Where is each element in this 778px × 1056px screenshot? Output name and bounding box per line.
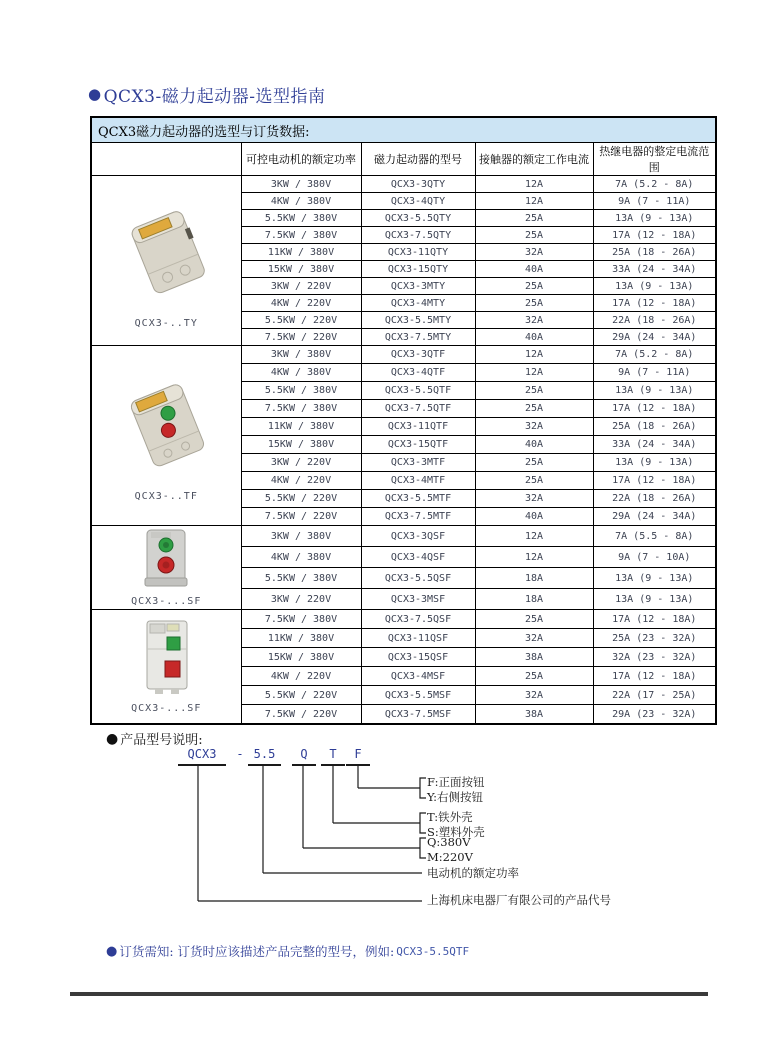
- model-cell: QCX3-11QTY: [361, 244, 475, 261]
- model-cell: QCX3-4MTF: [361, 472, 475, 490]
- power-cell: 15KW / 380V: [241, 648, 361, 667]
- current-cell: 25A: [475, 278, 593, 295]
- current-cell: 25A: [475, 400, 593, 418]
- current-cell: 25A: [475, 667, 593, 686]
- range-cell: 29A (24 - 34A): [593, 329, 716, 346]
- model-number-diagram: [90, 745, 710, 925]
- current-cell: 18A: [475, 589, 593, 610]
- range-cell: 17A (12 - 18A): [593, 227, 716, 244]
- power-cell: 3KW / 220V: [241, 454, 361, 472]
- range-cell: 33A (24 - 34A): [593, 436, 716, 454]
- power-cell: 5.5KW / 220V: [241, 312, 361, 329]
- col-header-power: 可控电动机的额定功率: [241, 143, 361, 176]
- power-cell: 7.5KW / 220V: [241, 508, 361, 526]
- power-cell: 5.5KW / 220V: [241, 490, 361, 508]
- table-row: [91, 610, 716, 629]
- current-cell: 32A: [475, 686, 593, 705]
- current-cell: 38A: [475, 648, 593, 667]
- selection-table-body: [91, 176, 716, 725]
- range-cell: 13A (9 - 13A): [593, 454, 716, 472]
- col-header-model: 磁力起动器的型号: [361, 143, 475, 176]
- current-cell: 12A: [475, 193, 593, 210]
- range-cell: 9A (7 - 11A): [593, 364, 716, 382]
- table-header-row: [91, 143, 716, 176]
- product-cell: [91, 610, 241, 725]
- product-caption: QCX3-...SF: [131, 596, 202, 607]
- range-cell: 9A (7 - 11A): [593, 193, 716, 210]
- current-cell: 40A: [475, 329, 593, 346]
- range-cell: 17A (12 - 18A): [593, 400, 716, 418]
- current-cell: 32A: [475, 629, 593, 648]
- model-cell: QCX3-15QTY: [361, 261, 475, 278]
- model-cell: QCX3-3QTY: [361, 176, 475, 193]
- model-cell: QCX3-7.5QTF: [361, 400, 475, 418]
- model-cell: QCX3-3MTF: [361, 454, 475, 472]
- current-cell: 12A: [475, 364, 593, 382]
- power-cell: 3KW / 380V: [241, 176, 361, 193]
- model-cell: QCX3-4MSF: [361, 667, 475, 686]
- model-cell: QCX3-5.5QTF: [361, 382, 475, 400]
- legend-front-button: F:正面按钮: [427, 775, 485, 789]
- power-cell: 3KW / 380V: [241, 346, 361, 364]
- power-cell: 4KW / 220V: [241, 667, 361, 686]
- range-cell: 29A (23 - 32A): [593, 705, 716, 725]
- range-cell: 25A (18 - 26A): [593, 244, 716, 261]
- product-cell: [91, 526, 241, 610]
- power-cell: 4KW / 220V: [241, 472, 361, 490]
- col-header-current: 接触器的额定工作电流: [475, 143, 593, 176]
- power-cell: 7.5KW / 220V: [241, 329, 361, 346]
- power-cell: 7.5KW / 220V: [241, 705, 361, 725]
- current-cell: 25A: [475, 382, 593, 400]
- product-caption: QCX3-..TY: [134, 318, 198, 329]
- power-cell: 7.5KW / 380V: [241, 610, 361, 629]
- power-cell: 4KW / 380V: [241, 193, 361, 210]
- model-cell: QCX3-11QSF: [361, 629, 475, 648]
- model-segment-shell: T: [321, 747, 345, 766]
- power-cell: 4KW / 380V: [241, 364, 361, 382]
- model-cell: QCX3-4QTY: [361, 193, 475, 210]
- range-cell: 7A (5.2 - 8A): [593, 176, 716, 193]
- range-cell: 13A (9 - 13A): [593, 278, 716, 295]
- range-cell: 17A (12 - 18A): [593, 610, 716, 629]
- model-cell: QCX3-5.5QTY: [361, 210, 475, 227]
- page-title: [88, 82, 325, 107]
- range-cell: 13A (9 - 13A): [593, 382, 716, 400]
- model-cell: QCX3-3MSF: [361, 589, 475, 610]
- current-cell: 32A: [475, 244, 593, 261]
- range-cell: 22A (17 - 25A): [593, 686, 716, 705]
- power-cell: 7.5KW / 380V: [241, 400, 361, 418]
- range-cell: 17A (12 - 18A): [593, 667, 716, 686]
- legend-iron-shell: T:铁外壳: [427, 810, 473, 824]
- footer-divider-bar: [70, 992, 708, 996]
- range-cell: 13A (9 - 13A): [593, 210, 716, 227]
- legend-380v: Q:380V: [427, 835, 471, 849]
- product-caption: QCX3-...SF: [131, 703, 202, 714]
- range-cell: 25A (18 - 26A): [593, 418, 716, 436]
- current-cell: 25A: [475, 295, 593, 312]
- image-column-header: [91, 143, 241, 176]
- current-cell: 12A: [475, 176, 593, 193]
- range-cell: 13A (9 - 13A): [593, 568, 716, 589]
- range-cell: 29A (24 - 34A): [593, 508, 716, 526]
- range-cell: 13A (9 - 13A): [593, 589, 716, 610]
- product-image-plastic-box-square: [121, 619, 211, 697]
- model-cell: QCX3-3MTY: [361, 278, 475, 295]
- range-cell: 7A (5.2 - 8A): [593, 346, 716, 364]
- current-cell: 25A: [475, 454, 593, 472]
- range-cell: 17A (12 - 18A): [593, 295, 716, 312]
- diagram-connector-lines: [90, 745, 710, 925]
- heading-bullet-icon: ●: [106, 730, 119, 747]
- model-cell: QCX3-4QTF: [361, 364, 475, 382]
- power-cell: 5.5KW / 380V: [241, 568, 361, 589]
- current-cell: 25A: [475, 610, 593, 629]
- model-segment-button: F: [346, 747, 370, 766]
- range-cell: 25A (23 - 32A): [593, 629, 716, 648]
- table-caption-row: [91, 117, 716, 143]
- table-row: [91, 176, 716, 193]
- current-cell: 32A: [475, 490, 593, 508]
- selection-table: [90, 116, 717, 725]
- product-image-plastic-box-round: [121, 528, 211, 590]
- legend-motor-power: 电动机的额定功率: [427, 866, 519, 880]
- current-cell: 38A: [475, 705, 593, 725]
- model-cell: QCX3-5.5MSF: [361, 686, 475, 705]
- title-bullet-icon: ●: [88, 85, 102, 103]
- model-cell: QCX3-7.5QTY: [361, 227, 475, 244]
- power-cell: 5.5KW / 380V: [241, 210, 361, 227]
- current-cell: 25A: [475, 210, 593, 227]
- current-cell: 25A: [475, 227, 593, 244]
- power-cell: 7.5KW / 380V: [241, 227, 361, 244]
- note-bullet-icon: ●: [106, 943, 118, 959]
- range-cell: 33A (24 - 34A): [593, 261, 716, 278]
- current-cell: 40A: [475, 261, 593, 278]
- power-cell: 11KW / 380V: [241, 418, 361, 436]
- model-cell: QCX3-15QSF: [361, 648, 475, 667]
- range-cell: 9A (7 - 10A): [593, 547, 716, 568]
- power-cell: 5.5KW / 380V: [241, 382, 361, 400]
- current-cell: 18A: [475, 568, 593, 589]
- power-cell: 15KW / 380V: [241, 436, 361, 454]
- model-explain-heading-text: 产品型号说明:: [120, 733, 203, 748]
- model-cell: QCX3-5.5MTF: [361, 490, 475, 508]
- power-cell: 15KW / 380V: [241, 261, 361, 278]
- model-cell: QCX3-7.5MTY: [361, 329, 475, 346]
- order-note-example-code: QCX3-5.5QTF: [396, 944, 470, 958]
- model-cell: QCX3-3QSF: [361, 526, 475, 547]
- range-cell: 32A (23 - 32A): [593, 648, 716, 667]
- product-image-metal-box: [111, 192, 221, 312]
- model-cell: QCX3-15QTF: [361, 436, 475, 454]
- power-cell: 3KW / 220V: [241, 589, 361, 610]
- power-cell: 3KW / 380V: [241, 526, 361, 547]
- legend-220v: M:220V: [427, 850, 473, 864]
- power-cell: 4KW / 380V: [241, 547, 361, 568]
- product-cell: [91, 176, 241, 346]
- model-cell: QCX3-5.5QSF: [361, 568, 475, 589]
- current-cell: 12A: [475, 547, 593, 568]
- power-cell: 11KW / 380V: [241, 244, 361, 261]
- model-segment-power: 5.5: [248, 747, 281, 766]
- order-note-text: 订货需知: 订货时应该描述产品完整的型号，例如:: [119, 944, 395, 959]
- model-segment-prefix: QCX3: [178, 747, 226, 766]
- current-cell: 32A: [475, 312, 593, 329]
- model-cell: QCX3-11QTF: [361, 418, 475, 436]
- legend-company-code: 上海机床电器厂有限公司的产品代号: [427, 893, 611, 907]
- model-cell: QCX3-7.5QSF: [361, 610, 475, 629]
- power-cell: 3KW / 220V: [241, 278, 361, 295]
- power-cell: 4KW / 220V: [241, 295, 361, 312]
- product-image-metal-box-buttons: [111, 369, 221, 485]
- table-caption: QCX3磁力起动器的选型与订货数据:: [91, 117, 716, 143]
- range-cell: 22A (18 - 26A): [593, 490, 716, 508]
- range-cell: 17A (12 - 18A): [593, 472, 716, 490]
- model-cell: QCX3-4MTY: [361, 295, 475, 312]
- range-cell: 22A (18 - 26A): [593, 312, 716, 329]
- model-cell: QCX3-7.5MTF: [361, 508, 475, 526]
- current-cell: 25A: [475, 472, 593, 490]
- power-cell: 5.5KW / 220V: [241, 686, 361, 705]
- current-cell: 12A: [475, 526, 593, 547]
- table-row: [91, 346, 716, 364]
- current-cell: 12A: [475, 346, 593, 364]
- model-segment-voltage: Q: [292, 747, 316, 766]
- product-cell: [91, 346, 241, 526]
- model-cell: QCX3-4QSF: [361, 547, 475, 568]
- page-title-text: QCX3-磁力起动器-选型指南: [103, 87, 326, 107]
- legend-side-button: Y:右侧按钮: [427, 790, 484, 804]
- current-cell: 40A: [475, 436, 593, 454]
- model-cell: QCX3-3QTF: [361, 346, 475, 364]
- col-header-range: 热继电器的整定电流范围: [593, 143, 716, 176]
- product-caption: QCX3-..TF: [134, 491, 198, 502]
- model-cell: QCX3-5.5MTY: [361, 312, 475, 329]
- order-note: [106, 942, 469, 960]
- range-cell: 7A (5.5 - 8A): [593, 526, 716, 547]
- model-cell: QCX3-7.5MSF: [361, 705, 475, 725]
- legend-plastic-shell: S:塑料外壳: [427, 825, 485, 839]
- current-cell: 32A: [475, 418, 593, 436]
- current-cell: 40A: [475, 508, 593, 526]
- model-segment-dash: -: [236, 747, 244, 761]
- power-cell: 11KW / 380V: [241, 629, 361, 648]
- table-row: [91, 526, 716, 547]
